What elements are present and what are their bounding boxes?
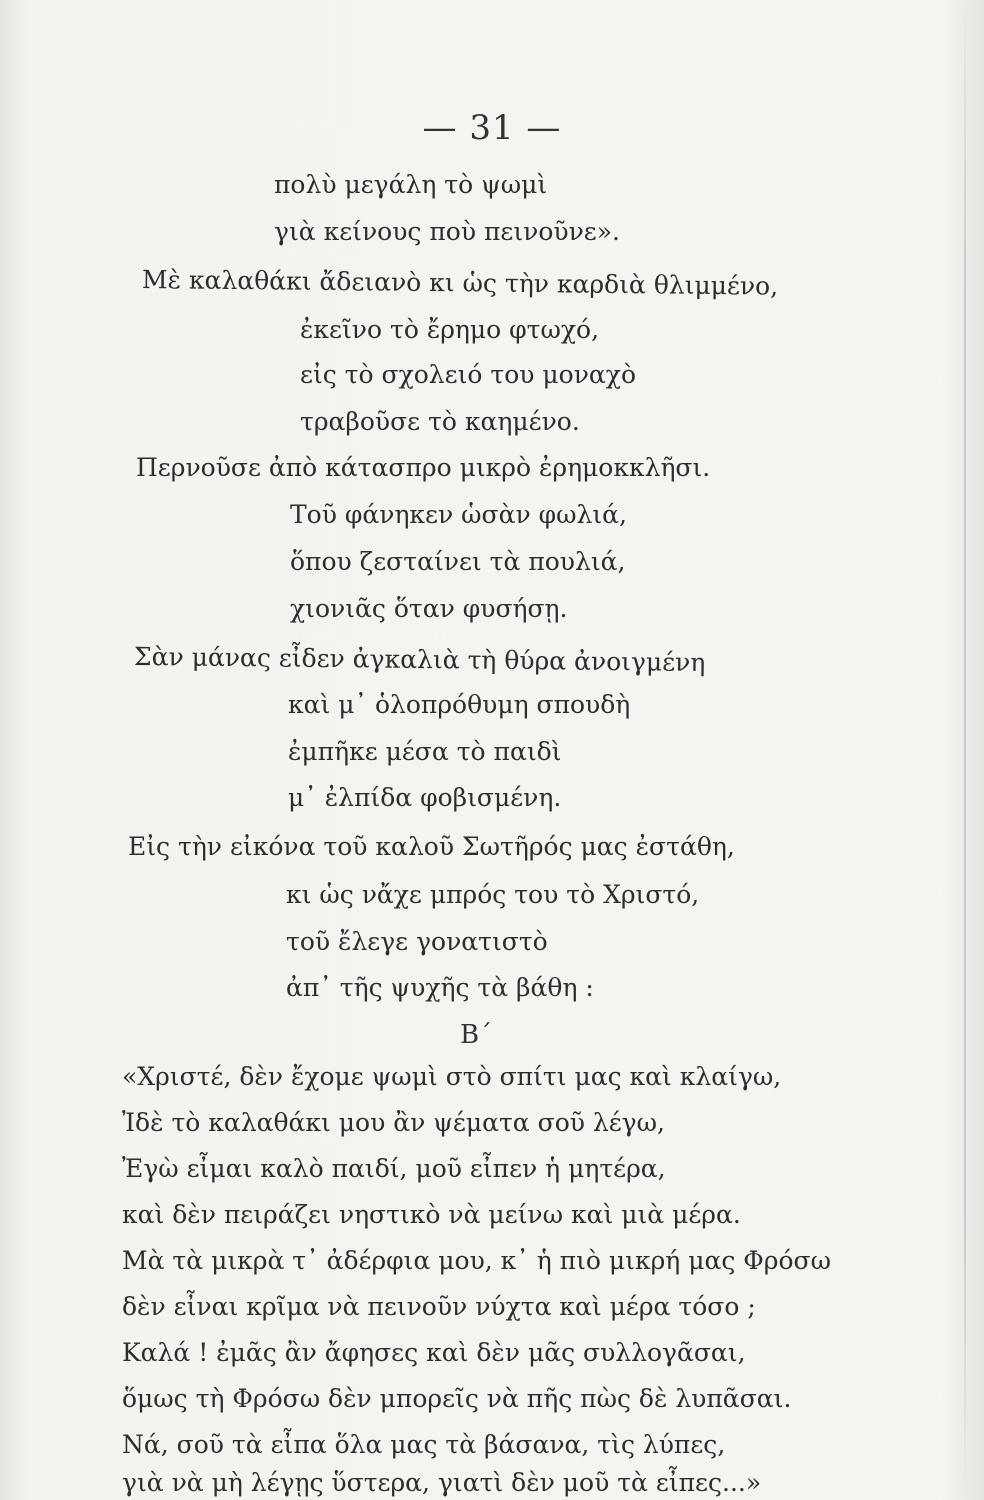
section-label: Β΄ bbox=[460, 1020, 493, 1050]
prose-line: «Χριστέ, δὲν ἔχομε ψωμὶ στὸ σπίτι μας καὶ κλαίγω, bbox=[122, 1062, 782, 1091]
poem-line: κι ὡς νἄχε μπρός του τὸ Χριστό, bbox=[286, 880, 700, 909]
poem-line: ἐκεῖνο τὸ ἔρημο φτωχό, bbox=[300, 315, 600, 344]
prose-line: δὲν εἶναι κρῖμα νὰ πεινοῦν νύχτα καὶ μέρα τόσο ; bbox=[122, 1292, 756, 1321]
poem-line: Περνοῦσε ἀπὸ κάτασπρο μικρὸ ἐρημοκκλῆσι. bbox=[136, 453, 711, 482]
prose-line: ὅμως τὴ Φρόσω δὲν μπορεῖς νὰ πῆς πὼς δὲ λυπᾶσαι. bbox=[122, 1384, 792, 1413]
poem-line: πολὺ μεγάλη τὸ ψωμὶ bbox=[274, 170, 548, 199]
prose-line: γιὰ νὰ μὴ λέγῃς ὕστερα, γιατὶ δὲν μοῦ τὰ εἶπες...» bbox=[122, 1468, 762, 1497]
poem-line: Μὲ καλαθάκι ἄδειανὸ κι ὡς τὴν καρδιὰ θλιμμένο, bbox=[141, 265, 779, 301]
poem-line: Τοῦ φάνηκεν ὡσὰν φωλιά, bbox=[290, 500, 627, 529]
poem-line: μ᾽ ἐλπίδα φοβισμένη. bbox=[288, 783, 562, 812]
prose-line: καὶ δὲν πειράζει νηστικὸ νὰ μείνω καὶ μιὰ μέρα. bbox=[122, 1200, 741, 1229]
poem-line: τραβοῦσε τὸ καημένο. bbox=[300, 407, 580, 436]
prose-line: Ἐγὼ εἶμαι καλὸ παιδί, μοῦ εἶπεν ἡ μητέρα, bbox=[122, 1154, 666, 1183]
poem-line: ἀπ᾽ τῆς ψυχῆς τὰ βάθη : bbox=[286, 973, 594, 1002]
prose-line: Μὰ τὰ μικρὰ τ᾽ ἀδέρφια μου, κ᾽ ἡ πιὸ μικρή μας Φρόσω bbox=[122, 1246, 831, 1275]
page-edge-shadow bbox=[964, 0, 966, 1500]
prose-line: Ἰδὲ τὸ καλαθάκι μου ἂν ψέματα σοῦ λέγω, bbox=[122, 1108, 665, 1137]
page-number: — 31 — bbox=[422, 108, 562, 148]
poem-line: ὅπου ζεσταίνει τὰ πουλιά, bbox=[290, 547, 626, 576]
poem-line: ἐμπῆκε μέσα τὸ παιδὶ bbox=[288, 737, 562, 766]
poem-line: γιὰ κείνους ποὺ πεινοῦνε». bbox=[274, 217, 620, 246]
poem-line: Εἰς τὴν εἰκόνα τοῦ καλοῦ Σωτῆρός μας ἐστάθη, bbox=[128, 832, 735, 861]
prose-line: Νά, σοῦ τὰ εἶπα ὅλα μας τὰ βάσανα, τὶς λύπες, bbox=[122, 1430, 726, 1459]
poem-line: καὶ μ᾽ ὁλοπρόθυμη σπουδὴ bbox=[288, 690, 631, 719]
poem-line: Σὰν μάνας εἶδεν ἀγκαλιὰ τὴ θύρα ἀνοιγμένη bbox=[133, 642, 706, 677]
poem-line: χιονιᾶς ὅταν φυσήσῃ. bbox=[290, 594, 568, 623]
poem-line: εἰς τὸ σχολειό του μοναχὸ bbox=[300, 360, 636, 389]
poem-line: τοῦ ἔλεγε γονατιστὸ bbox=[286, 927, 548, 956]
prose-line: Καλά ! ἐμᾶς ἂν ἄφησες καὶ δὲν μᾶς συλλογᾶσαι, bbox=[122, 1338, 746, 1367]
